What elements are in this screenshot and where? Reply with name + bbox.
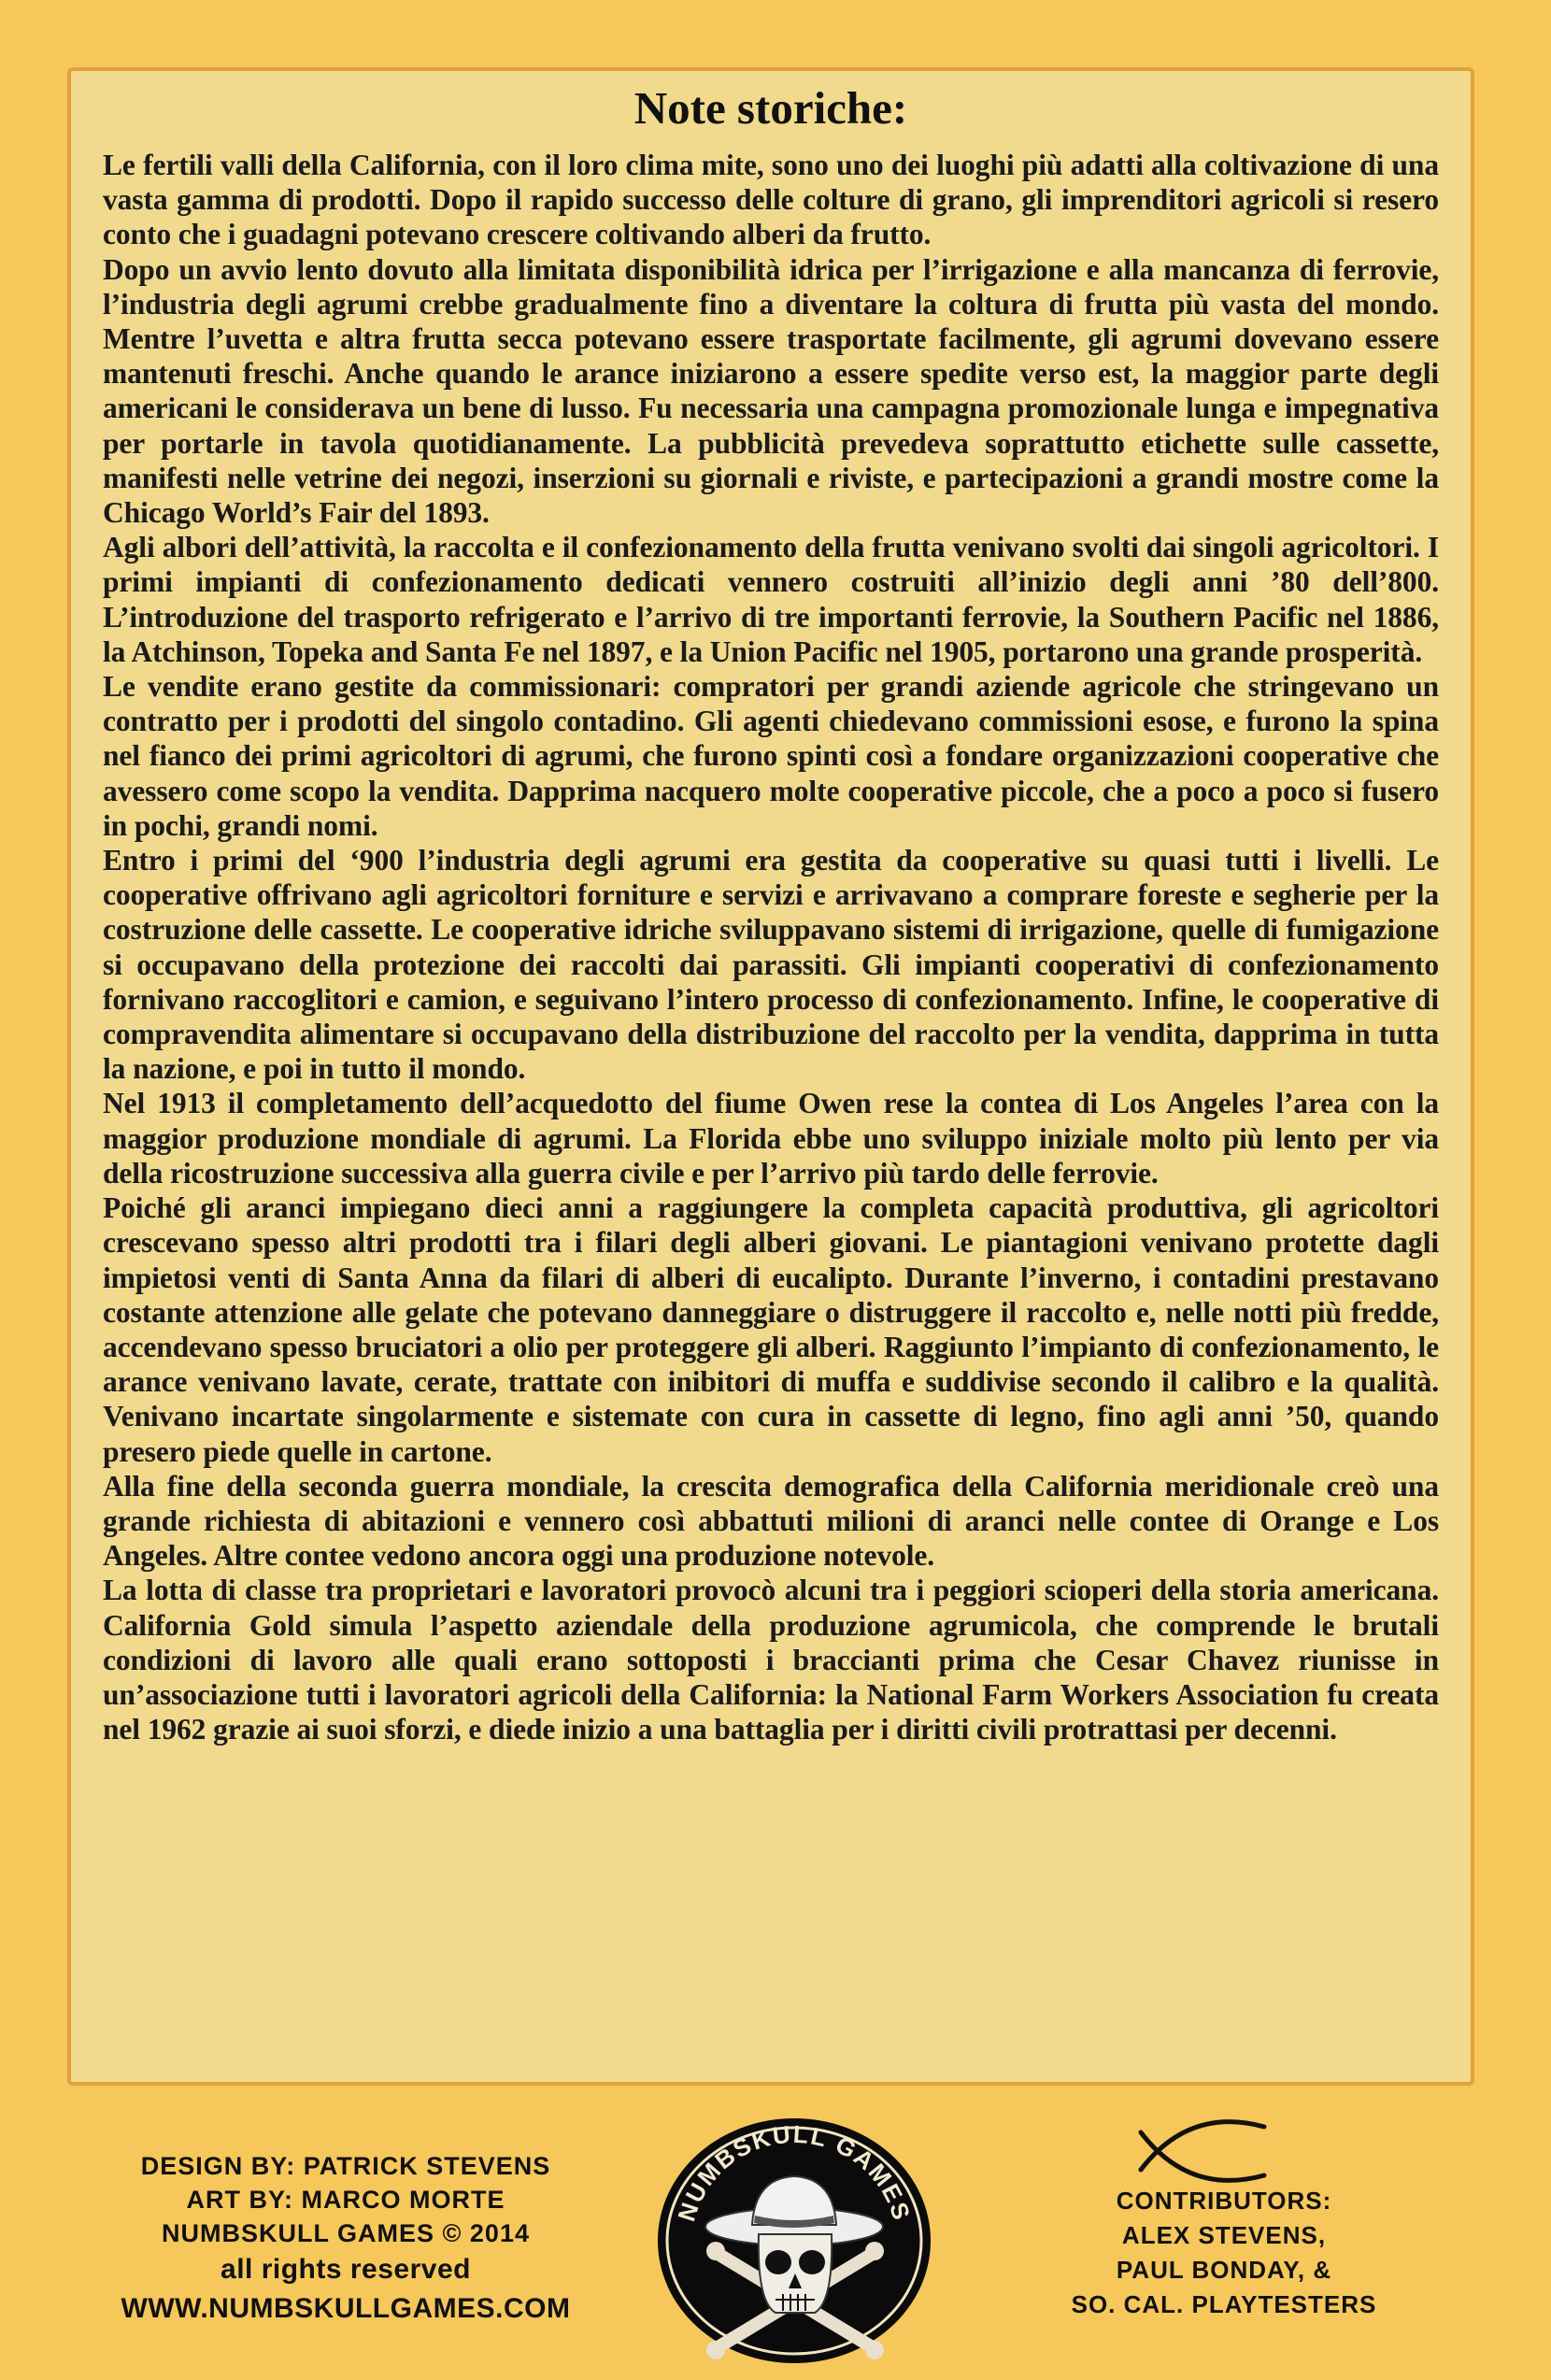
design-credit: DESIGN BY: PATRICK STEVENS <box>140 2152 551 2180</box>
historical-notes-panel <box>67 67 1474 2086</box>
notes-paragraph: La lotta di classe tra proprietari e lavoratori provocò alcuni tra i peggiori scioperi della storia americana. California Gold simula l’aspetto aziendale della produzione agrumicola, che comprende le brutali condizioni di lavoro alle quali erano sottoposti i braccianti prima che Cesar Chavez riunisse in un’associazione tutti i lavoratori agricoli della California: la National Farm Workers Association fu creata nel 1962 grazie ai suoi sforzi, e diede inizio a una battaglia per i diritti civili protrattasi per decenni. <box>103 1574 1439 1746</box>
notes-paragraph: Entro i primi del ‘900 l’industria degli agrumi era gestita da cooperative su quasi tutti i livelli. Le cooperative offrivano agli agricoltori forniture e servizi e arrivavano a comprare foreste e segherie per la costruzione delle cassette. Le cooperative idriche sviluppavano sistemi di irrigazione, quelle di fumigazione si occupavano della protezione dei raccolti dai parassiti. Gli impianti cooperativi di confezionamento fornivano raccoglitori e camion, e seguivano l’intero processo di confezionamento. Infine, le cooperative di compravendita alimentare si occupavano della distribuzione del raccolto per la vendita, dapprima in tutta la nazione, e poi in tutto il mondo. <box>103 844 1439 1086</box>
notes-paragraph: Alla fine della seconda guerra mondiale, la crescita demografica della California meridionale creò una grande richiesta di abitazioni e vennero così abbattuti milioni di aranci nelle contee di Orange e Los Angeles. Altre contee vedono ancora oggi una produzione notevole. <box>103 1469 1439 1573</box>
website-link[interactable]: WWW.NUMBSKULLGAMES.COM <box>121 2293 571 2324</box>
logo-text: NUMBSKULL GAMES <box>672 2119 917 2225</box>
contributor-line: SO. CAL. PLAYTESTERS <box>1071 2290 1377 2318</box>
notes-title: Note storiche: <box>633 82 908 134</box>
numbskull-games-logo <box>654 2115 934 2367</box>
contributor-line: PAUL BONDAY, & <box>1116 2256 1332 2284</box>
copyright-line: NUMBSKULL GAMES © 2014 <box>162 2219 530 2247</box>
notes-paragraph: Agli albori dell’attività, la raccolta e il confezionamento della frutta venivano svolti dai singoli agricoltori. I primi impianti di confezionamento dedicati vennero costruiti all’inizio degli anni ’80 dell’800. L’introduzione del trasporto refrigerato e l’arrivo di tre importanti ferrovie, la Southern Pacific nel 1886, la Atchinson, Topeka and Santa Fe nel 1897, e la Union Pacific nel 1905, portarono una grande prosperità. <box>103 531 1439 668</box>
notes-paragraph: Le vendite erano gestite da commissionari: compratori per grandi aziende agricole che stringevano un contratto per i prodotti del singolo contadino. Gli agenti chiedevano commissioni esose, e furono la spina nel fianco dei primi agricoltori di agrumi, che furono spinti così a fondare organizzazioni cooperative che avessero come scopo la vendita. Dapprima nacquero molte cooperative piccole, che a poco a poco si fusero in pochi, grandi nomi. <box>103 670 1439 842</box>
rights-line: all rights reserved <box>221 2254 471 2285</box>
notes-paragraph: Nel 1913 il completamento dell’acquedotto del fiume Owen rese la contea di Los Angeles l’area con la maggior produzione mondiale di agrumi. La Florida ebbe uno sviluppo iniziale molto più lento per via della ricostruzione successiva alla guerra civile e per l’arrivo più tardo delle ferrovie. <box>103 1087 1439 1190</box>
notes-paragraph: Dopo un avvio lento dovuto alla limitata disponibilità idrica per l’irrigazione e alla mancanza di ferrovie, l’industria degli agrumi crebbe gradualmente fino a diventare la coltura di frutta più vasta del mondo. Mentre l’uvetta e altra frutta secca potevano essere trasportate facilmente, gli agrumi dovevano essere mantenuti freschi. Anche quando le arance iniziarono a essere spedite verso est, la maggior parte degli americani le considerava un bene di lusso. Fu necessaria una campagna promozionale lunga e impegnativa per portarle in tavola quotidianamente. La pubblicità prevedeva soprattutto etichette sulle cassette, manifesti nelle vetrine dei negozi, inserzioni su giornali e riviste, e partecipazioni a grandi mostre come la Chicago World’s Fair del 1893. <box>103 252 1439 530</box>
credits-block <box>93 2149 598 2329</box>
notes-paragraph: Le fertili valli della California, con il loro clima mite, sono uno dei luoghi più adatti alla coltivazione di una vasta gamma di prodotti. Dopo il rapido successo delle colture di grano, gli imprenditori agricoli si resero conto che i guadagni potevano crescere coltivando alberi da frutto. <box>103 149 1439 251</box>
contributors-heading: CONTRIBUTORS: <box>1116 2187 1332 2215</box>
contributor-line: ALEX STEVENS, <box>1121 2221 1327 2249</box>
ichthys-fish-icon <box>1133 2114 1283 2188</box>
art-credit: ART BY: MARCO MORTE <box>186 2186 505 2214</box>
contributors-block <box>1018 2184 1430 2322</box>
notes-paragraph: Poiché gli aranci impiegano dieci anni a raggiungere la completa capacità produttiva, gli agricoltori crescevano spesso altri prodotti tra i filari degli alberi giovani. Le piantagioni venivano protette dagli impietosi venti di Santa Anna da filari di alberi di eucalipto. Durante l’inverno, i contadini prestavano costante attenzione alle gelate che potevano danneggiare o distruggere il raccolto e, nelle notti più fredde, accendevano spesso bruciatori a olio per proteggere gli alberi. Raggiunto l’impianto di confezionamento, le arance venivano lavate, cerate, trattate con inibitori di muffa e suddivise secondo il calibro e la qualità. Venivano incartate singolarmente e sistemate con cura in cassette di legno, fino agli anni ’50, quando presero piede quelle in cartone. <box>103 1191 1439 1468</box>
